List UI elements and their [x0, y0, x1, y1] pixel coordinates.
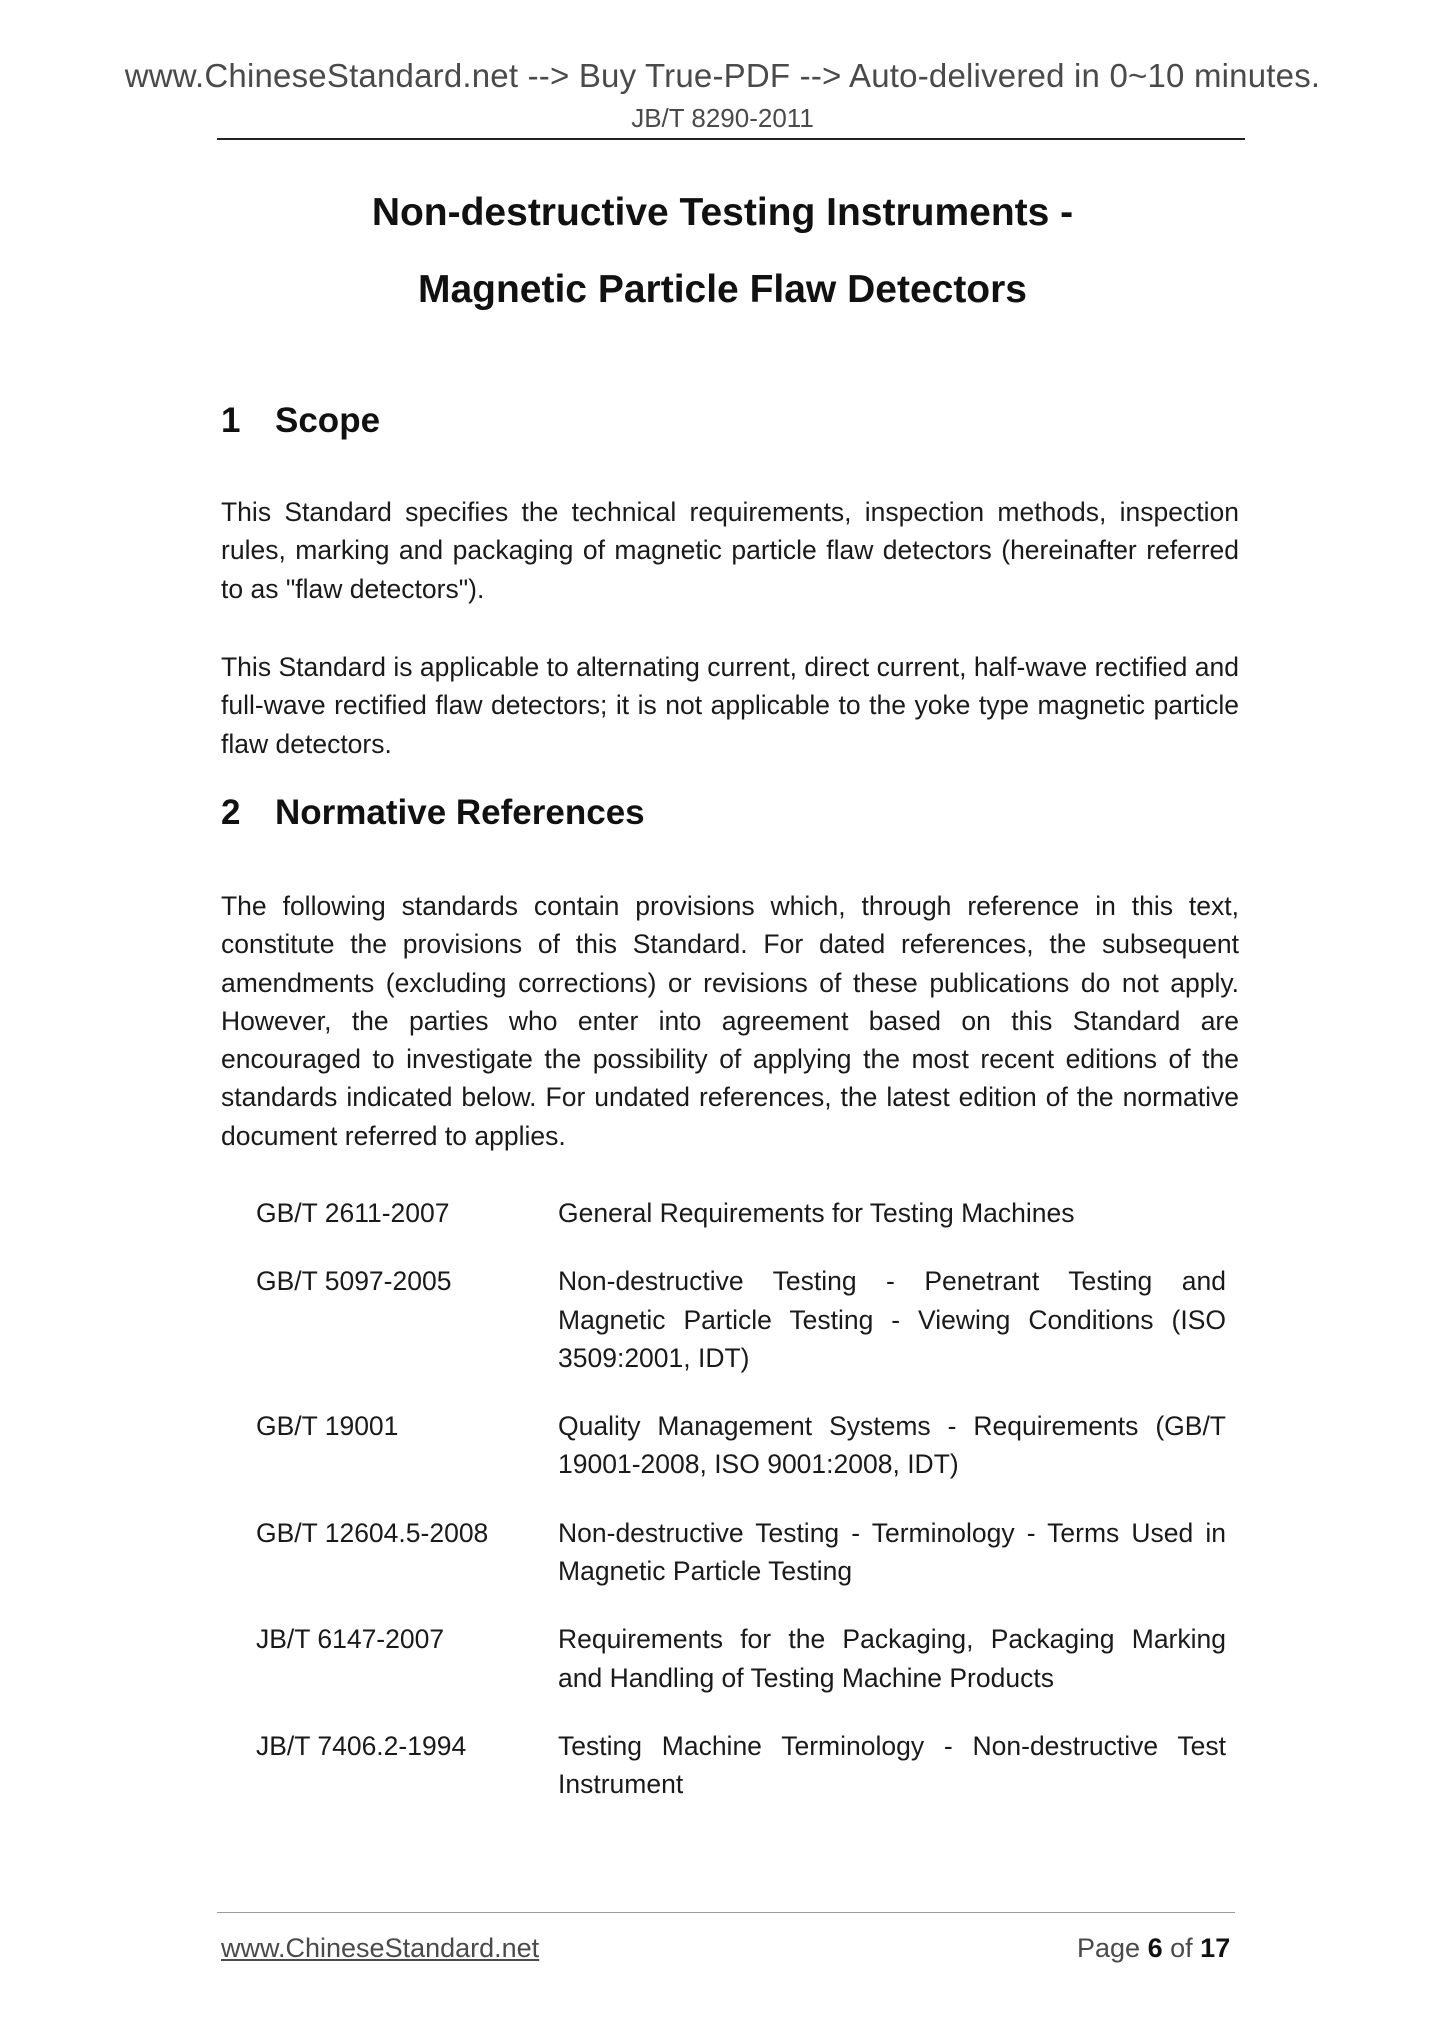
- section-title: Normative References: [275, 793, 645, 832]
- reference-code: GB/T 12604.5-2008: [256, 1517, 489, 1548]
- reference-item: [256, 1262, 1226, 1377]
- document-id: JB/T 8290-2011: [631, 103, 814, 133]
- page-indicator: [1077, 1933, 1230, 1964]
- page-of: of: [1170, 1933, 1193, 1963]
- reference-title: Quality Management Systems - Requirements (GB/T 19001-2008, ISO 9001:2008, IDT): [558, 1411, 1226, 1480]
- references-intro-paragraph: The following standards contain provisions which, through reference in this text, constitute the provisions of this Standard. For dated references, the subsequent amendments (excluding corrections) or revisions of these publications do not apply. However, the parties who enter into agreement based on this Standard are encouraged to investigate the possibility of applying the most recent editions of the standards indicated below. For undated references, the latest edition of the normative document referred to applies.: [221, 891, 1239, 1151]
- section-heading-normative-references: [221, 793, 645, 833]
- page-total: 17: [1200, 1933, 1231, 1963]
- section-heading-scope: [221, 401, 380, 441]
- page-current: 6: [1147, 1933, 1163, 1963]
- scope-paragraph-2: This Standard is applicable to alternating current, direct current, half-wave rectified and full-wave rectified flaw detectors; it is not applicable to the yoke type magnetic particle flaw detectors.: [221, 652, 1239, 759]
- footer-divider: [217, 1912, 1235, 1913]
- reference-title: General Requirements for Testing Machines: [558, 1198, 1075, 1228]
- reference-title: Testing Machine Terminology - Non-destructive Test Instrument: [558, 1730, 1226, 1800]
- section-number: 2: [221, 793, 241, 832]
- section-number: 1: [221, 401, 241, 440]
- reference-code: GB/T 2611-2007: [256, 1198, 450, 1228]
- reference-code: GB/T 19001: [256, 1411, 399, 1442]
- document-title-line-1: Non-destructive Testing Instruments -: [371, 191, 1074, 234]
- scope-paragraph-1: This Standard specifies the technical requirements, inspection methods, inspection rules, marking and packaging of magnetic particle flaw detectors (hereinafter referred to as "flaw detectors").: [221, 497, 1239, 604]
- reference-item: [256, 1194, 1226, 1232]
- header-banner: www.ChineseStandard.net --> Buy True-PDF --> Auto-delivered in 0~10 minutes.: [124, 57, 1321, 94]
- references-list: [256, 1194, 1226, 1834]
- reference-code: GB/T 5097-2005: [256, 1266, 452, 1297]
- section-title: Scope: [275, 401, 381, 440]
- reference-item: [256, 1727, 1226, 1804]
- reference-title: Requirements for the Packaging, Packaging Marking and Handling of Testing Machine Products: [558, 1624, 1226, 1693]
- reference-code: JB/T 6147-2007: [256, 1624, 445, 1655]
- reference-item: [256, 1407, 1226, 1484]
- reference-title: Non-destructive Testing - Terminology - Terms Used in Magnetic Particle Testing: [558, 1517, 1226, 1587]
- footer-website-link[interactable]: www.ChineseStandard.net: [221, 1933, 540, 1963]
- reference-title: Non-destructive Testing - Penetrant Testing and Magnetic Particle Testing - Viewing Conditions (ISO 3509:2001, IDT): [558, 1266, 1226, 1373]
- document-title-line-2: Magnetic Particle Flaw Detectors: [417, 268, 1028, 311]
- reference-item: [256, 1620, 1226, 1697]
- reference-item: [256, 1514, 1226, 1591]
- page-label: Page: [1077, 1933, 1141, 1963]
- reference-code: JB/T 7406.2-1994: [256, 1730, 467, 1761]
- header-divider: [217, 138, 1245, 140]
